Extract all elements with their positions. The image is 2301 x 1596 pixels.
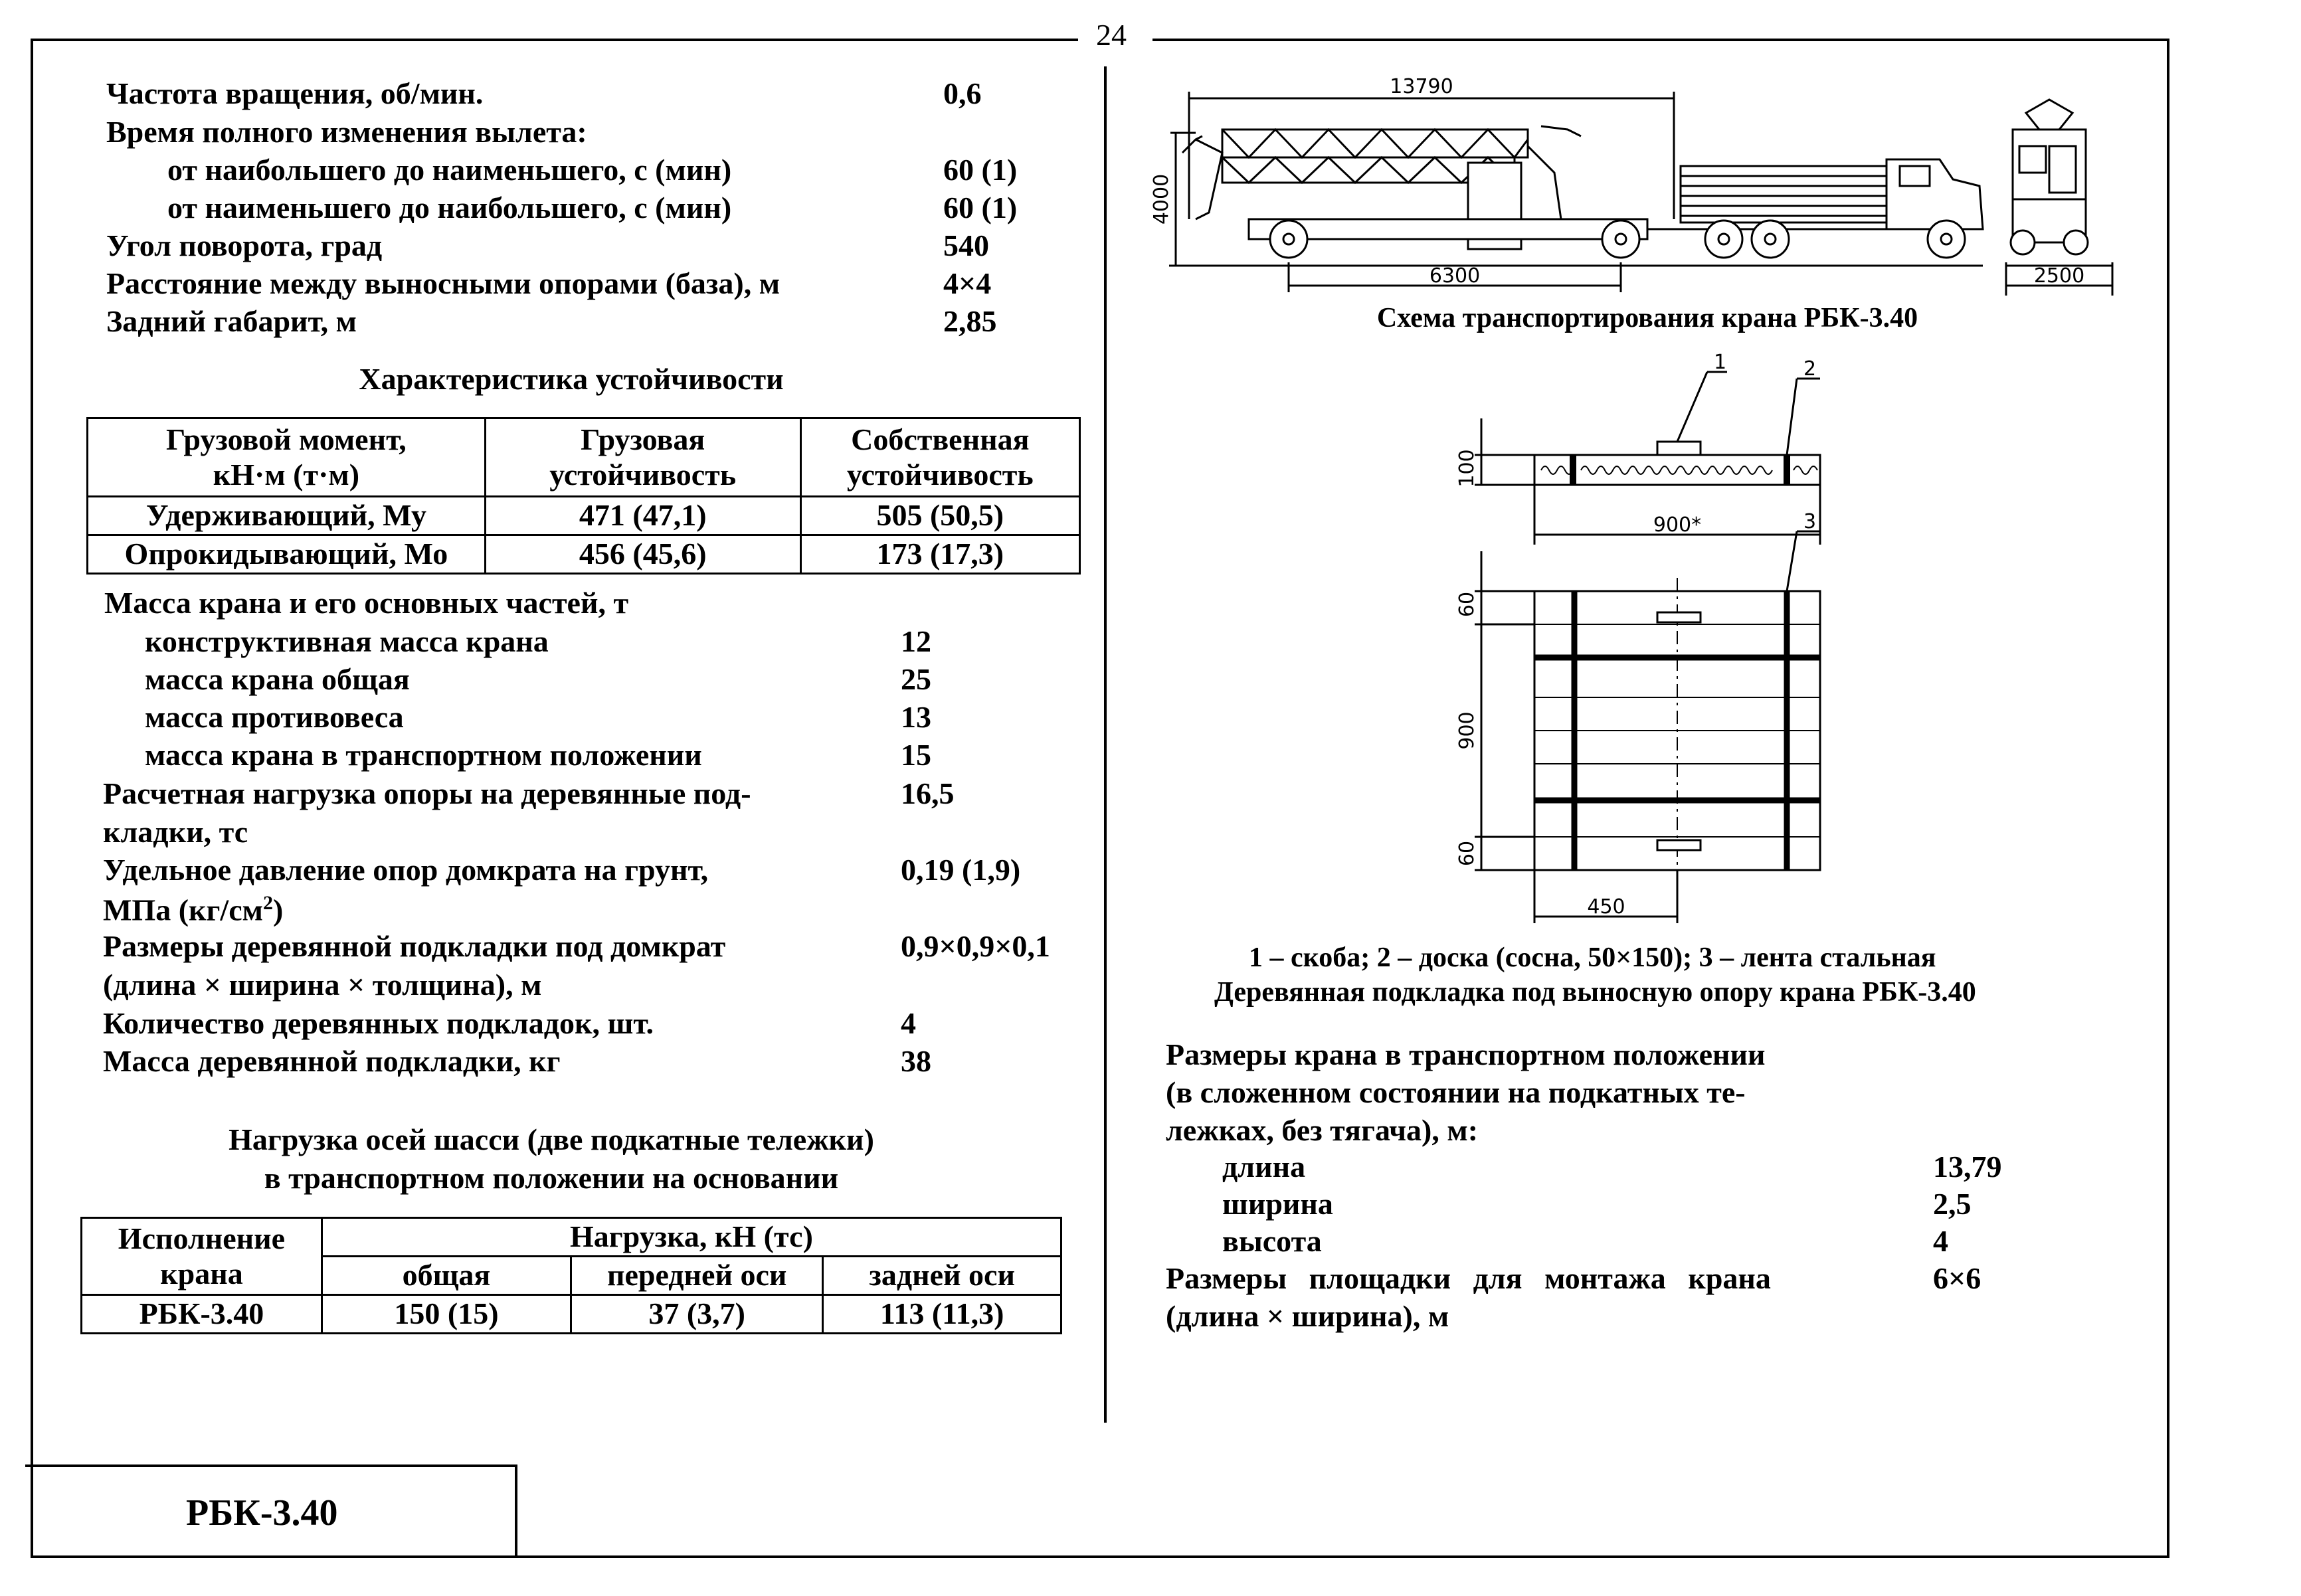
table-cell: 113 (11,3) <box>823 1295 1061 1334</box>
frame-right <box>2167 39 2169 1557</box>
mass-label: масса крана в транспортном положении <box>145 738 702 772</box>
spec-value: 2,85 <box>943 304 997 338</box>
callout-3: 3 <box>1803 510 1817 533</box>
support-label: Размеры деревянной подкладки под домкрат <box>103 929 726 963</box>
spec-value: 0,6 <box>943 76 982 110</box>
stability-title: Характеристика устойчивости <box>359 362 784 396</box>
transport-dims-line: лежках, без тягача), м: <box>1166 1113 1479 1147</box>
transport-dim-value: 13,79 <box>1933 1150 2002 1184</box>
table-row <box>88 497 1080 535</box>
spec-label: от наименьшего до наибольшего, с (мин) <box>167 191 732 224</box>
mass-value: 12 <box>901 624 931 658</box>
column-divider <box>1104 66 1107 1423</box>
mass-value: 15 <box>901 738 931 772</box>
table-cell: 505 (50,5) <box>800 497 1079 535</box>
table-row <box>82 1295 1061 1334</box>
dim-60-bottom: 60 <box>1455 840 1479 867</box>
header-cell: Грузовой момент, кН·м (т·м) <box>88 418 486 497</box>
header-cell: передней оси <box>571 1257 823 1295</box>
support-value: 16,5 <box>901 776 955 810</box>
table-cell: 150 (15) <box>322 1295 571 1334</box>
pad-caption: Деревянная подкладка под выносную опору крана РБК-3.40 <box>1214 977 1976 1008</box>
support-value: 38 <box>901 1044 931 1078</box>
spec-value: 60 (1) <box>943 191 1018 224</box>
frame-left <box>31 39 33 1557</box>
spec-value: 540 <box>943 228 989 262</box>
spec-value: 4×4 <box>943 266 992 300</box>
dim-wheelbase: 6300 <box>1429 264 1481 288</box>
callout-2: 2 <box>1803 357 1817 381</box>
table-row <box>88 535 1080 574</box>
table-cell: 471 (47,1) <box>485 497 800 535</box>
stability-table <box>86 417 1081 575</box>
support-value: 0,9×0,9×0,1 <box>901 929 1050 963</box>
support-label: Удельное давление опор домкрата на грунт, <box>103 853 709 887</box>
dim-width: 2500 <box>2033 264 2085 288</box>
spec-label: от наибольшего до наименьшего, с (мин) <box>167 153 732 187</box>
table-cell: 173 (17,3) <box>800 535 1079 574</box>
header-cell: общая <box>322 1257 571 1295</box>
mass-label: масса противовеса <box>145 700 404 734</box>
header-cell: задней оси <box>823 1257 1061 1295</box>
support-label: Расчетная нагрузка опоры на деревянные под- <box>103 776 751 810</box>
pad-legend: 1 – скоба; 2 – доска (сосна, 50×150); 3 – лента стальная <box>1249 942 1936 973</box>
platform-value: 6×6 <box>1933 1261 1981 1295</box>
dim-length: 13790 <box>1390 75 1453 98</box>
frame-top-left <box>32 39 1078 41</box>
header-cell: Собственная устойчивость <box>800 418 1079 497</box>
spec-label: Частота вращения, об/мин. <box>106 76 484 110</box>
dim-900: 900 <box>1455 711 1479 750</box>
boom-lattice <box>1222 130 1528 157</box>
table-cell: Удерживающий, Му <box>88 497 486 535</box>
transport-dim-label: длина <box>1222 1150 1306 1184</box>
spec-label: Время полного изменения вылета: <box>106 115 587 149</box>
crane-label: РБК-3.40 <box>186 1492 338 1534</box>
mass-label: масса крана общая <box>145 662 410 696</box>
transport-dim-label: ширина <box>1222 1187 1333 1221</box>
support-label: кладки, тс <box>103 815 248 849</box>
table-cell: Опрокидывающий, Мо <box>88 535 486 574</box>
mass-title: Масса крана и его основных частей, т <box>104 586 629 620</box>
mass-label: конструктивная масса крана <box>145 624 549 658</box>
pad-diagram <box>1441 352 1840 936</box>
platform-label: Размеры площадки для монтажа крана <box>1166 1261 1771 1295</box>
transport-dim-label: высота <box>1222 1224 1322 1258</box>
axle-title-2: в транспортном положении на основании <box>264 1161 839 1195</box>
dim-60-top: 60 <box>1455 591 1479 618</box>
transport-dims-line: Размеры крана в транспортном положении <box>1166 1037 1766 1071</box>
axle-table <box>80 1217 1062 1334</box>
support-label: Количество деревянных подкладок, шт. <box>103 1006 654 1040</box>
dim-100: 100 <box>1455 449 1479 488</box>
platform-label: (длина × ширина), м <box>1166 1299 1449 1333</box>
spec-label: Угол поворота, град <box>106 228 383 262</box>
spec-value: 60 (1) <box>943 153 1018 187</box>
table-cell: 37 (3,7) <box>571 1295 823 1334</box>
dim-900-star: 900* <box>1653 513 1702 537</box>
page-number: 24 <box>1096 18 1127 52</box>
transport-dims-line: (в сложенном состоянии на подкатных те- <box>1166 1075 1746 1109</box>
transport-caption: Схема транспортирования крана РБК-3.40 <box>1376 303 1918 333</box>
header-cell: Исполнение крана <box>82 1218 322 1295</box>
header-cell: Грузовая устойчивость <box>485 418 800 497</box>
support-value: 4 <box>901 1006 916 1040</box>
support-value: 0,19 (1,9) <box>901 853 1021 887</box>
mass-value: 25 <box>901 662 931 696</box>
support-label: МПа $(кг/см^2)$ <box>103 892 284 927</box>
dim-450: 450 <box>1587 895 1625 919</box>
spec-label: Задний габарит, м <box>106 304 357 338</box>
axle-title-1: Нагрузка осей шасси (две подкатные тележки) <box>229 1122 874 1156</box>
support-label: (длина × ширина × толщина), м <box>103 968 542 1002</box>
spec-label: Расстояние между выносными опорами (база), м <box>106 266 781 300</box>
dim-height: 4000 <box>1150 173 1173 225</box>
truck-cab <box>1887 159 1983 229</box>
callout-1: 1 <box>1714 351 1727 374</box>
support-label: Масса деревянной подкладки, кг <box>103 1044 561 1078</box>
transport-diagram <box>1150 66 2139 299</box>
table-cell: 456 (45,6) <box>485 535 800 574</box>
transport-dim-value: 2,5 <box>1933 1187 1972 1221</box>
transport-dim-value: 4 <box>1933 1224 1948 1258</box>
mass-value: 13 <box>901 700 931 734</box>
table-cell: РБК-3.40 <box>82 1295 322 1334</box>
header-cell: Нагрузка, кН (тс) <box>322 1218 1061 1257</box>
frame-top-right <box>1152 39 2169 41</box>
